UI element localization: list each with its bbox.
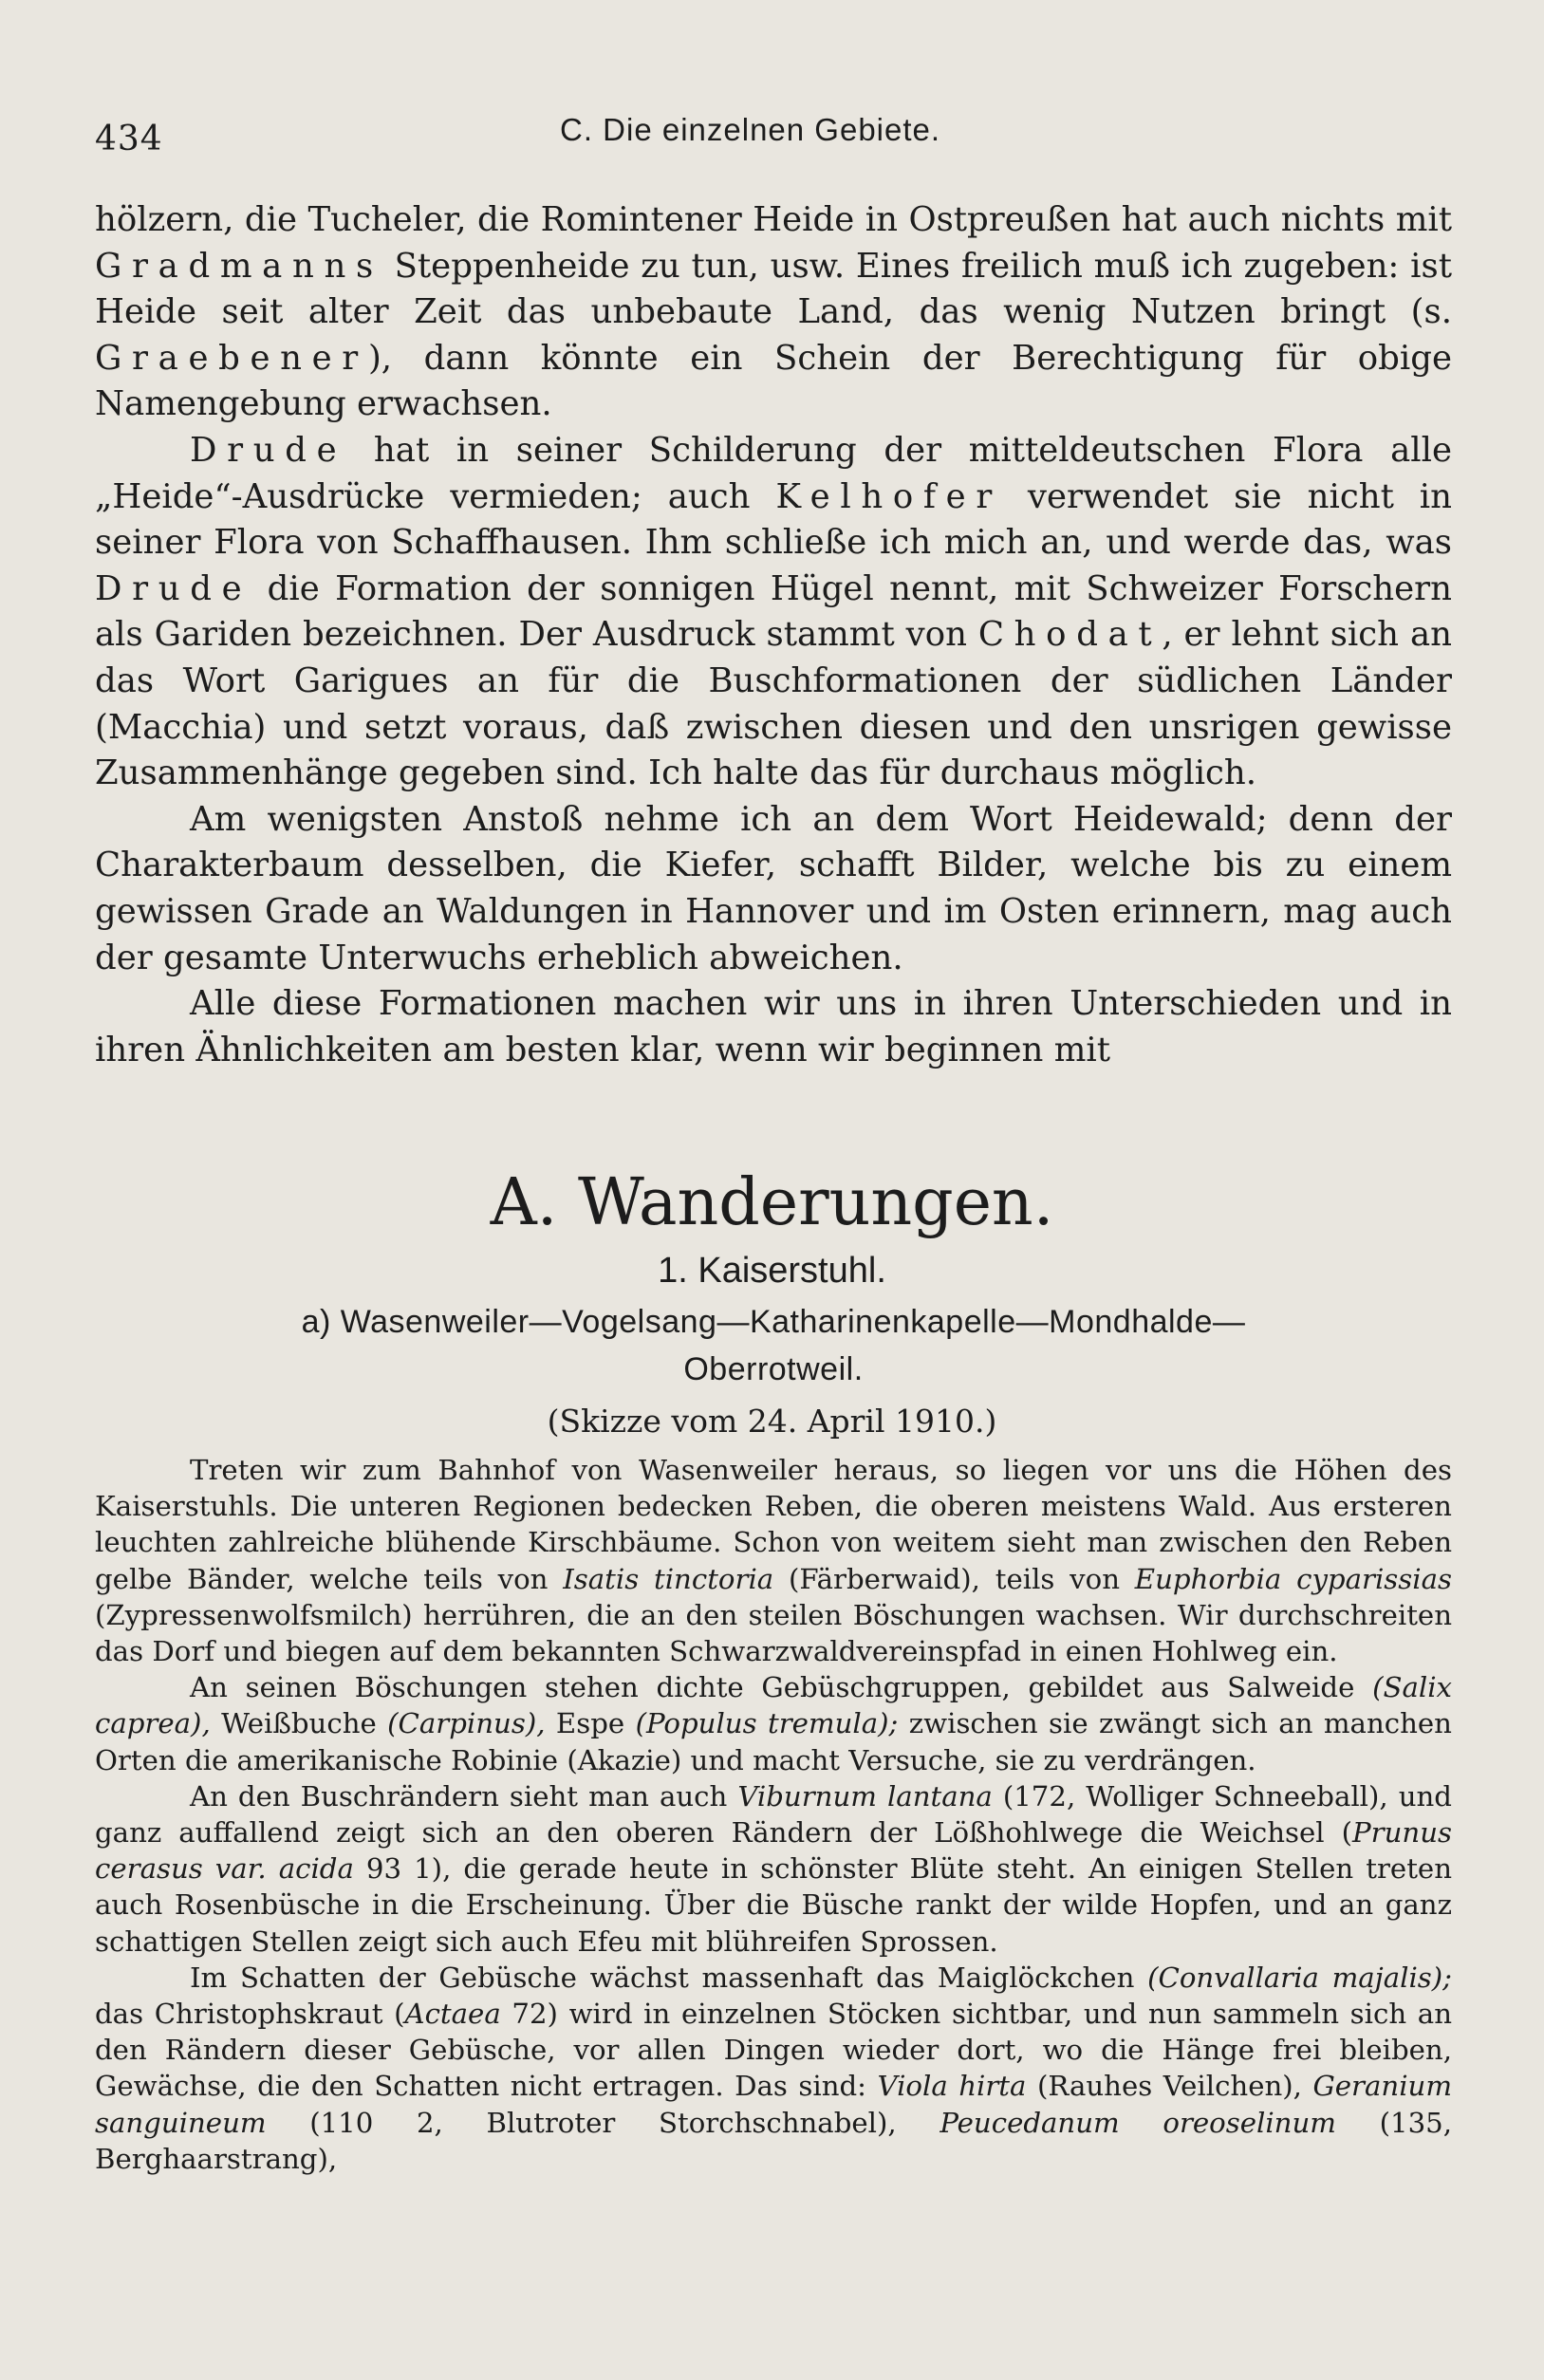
species-name: Viburnum lantana [737, 1779, 993, 1813]
text-run: , er lehnt sich an das Wort Garigues an für die Buschformationen der südlichen Länder (Macchia) und setzt voraus, daß zwischen diesen und den unsrigen gewisse Zusammenhänge gegeben sind. Ich halte das für durchaus möglich. [95, 615, 1452, 793]
species-name: Viola hirta [877, 2070, 1027, 2103]
excursion-paragraph-3 [95, 1778, 1452, 1960]
intro-paragraph-1 [95, 197, 1452, 428]
species-name: Geranium sanguineum [95, 2070, 1453, 2139]
text-run: hat in seiner Schilderung der mitteldeutschen Flora alle „Heide“-Ausdrücke vermieden; auch [95, 430, 1452, 516]
species-name: (Populus tremula); [635, 1707, 899, 1740]
text-run: die Formation der sonnigen Hügel nennt, mit Schweizer Forschern als Gariden bezeichnen. Der Ausdruck stammt von [95, 568, 1452, 655]
text-run: ), dann könnte ein Schein der Berechtigung für obige Namengebung erwachsen. [95, 338, 1452, 424]
text-run: (Färberwaid), teils von [773, 1562, 1135, 1595]
text-run: (Rauhes Veilchen), [1026, 2070, 1313, 2103]
spaced-author-name: Chodat [977, 615, 1163, 655]
running-head-title: C. Die einzelnen Gebiete. [560, 112, 941, 147]
text-run: (135, Berghaarstrang), [95, 2106, 1453, 2175]
text-run: (172, Wolliger Schneeball), und ganz auffallend zeigt sich an den oberen Rändern der Lößhohlwege die Weichsel ( [95, 1779, 1452, 1850]
intro-paragraph-2 [95, 428, 1452, 797]
species-name: Isatis tinctoria [563, 1562, 774, 1595]
intro-paragraph-3: Am wenigsten Anstoß nehme ich an dem Wort Heidewald; denn der Charakterbaum desselben, die Kiefer, schafft Bilder, welche bis zu einem gewissen Grade an Waldungen in Hannover und im Osten erinnern, mag auch der gesamte Unterwuchs erheblich abweichen. [95, 799, 1452, 977]
route-title-line-1: a) Wasenweiler—Vogelsang—Katharinenkapelle—Mondhalde— [301, 1304, 1246, 1340]
species-name: (Convallaria majalis); [1147, 1961, 1452, 1994]
text-run: Espe [545, 1707, 636, 1740]
spaced-author-name: Drude [190, 430, 347, 470]
text-run: zwischen sie zwängt sich an manchen Orten die amerikanische Robinie (Akazie) und macht Versuche, sie zu verdrängen. [95, 1707, 1452, 1776]
excursion-paragraph-1 [95, 1452, 1452, 1669]
chapter-title: A. Wanderungen. [490, 1165, 1054, 1240]
text-run: 72) wird in einzelnen Stöcken sichtbar, und nun sammeln sich an den Rändern dieser Gebüsche, vor allen Dingen wieder dort, wo die Hänge frei bleiben, Gewächse, die den Schatten nicht ertragen. Das sind: [95, 1998, 1452, 2103]
spaced-author-name: Drude [95, 568, 252, 608]
spaced-author-name: Gradmanns [95, 246, 383, 286]
text-run: (Zypressenwolfsmilch) herrühren, die an den steilen Böschungen wachsen. Wir durchschreiten das Dorf und biegen auf dem bekannten Schwarzwaldvereinspfad in einen Hohlweg ein. [95, 1598, 1452, 1668]
species-name: Prunus cerasus var. acida [95, 1816, 1452, 1886]
species-name: (Salix caprea), [95, 1671, 1452, 1740]
page-number: 434 [95, 120, 163, 158]
route-title-line-2: Oberrotweil. [683, 1351, 864, 1387]
excursion-paragraph-2 [95, 1669, 1452, 1778]
text-run: Steppenheide zu tun, usw. Eines freilich muß ich zugeben: ist Heide seit alter Zeit das unbebaute Land, das wenig Nutzen bringt (s. [95, 246, 1452, 332]
spaced-author-name: Graebener [95, 338, 368, 378]
species-name: Actaea [404, 1998, 501, 2031]
text-run: Im Schatten der Gebüsche wächst massenhaft das Maiglöckchen [190, 1961, 1148, 1994]
species-name: (Carpinus), [387, 1707, 546, 1740]
running-head [95, 112, 1461, 169]
text-run: An seinen Böschungen stehen dichte Gebüschgruppen, gebildet aus Salweide [190, 1671, 1373, 1704]
text-run: hölzern, die Tucheler, die Romintener Heide in Ostpreußen hat auch nichts mit [95, 200, 1452, 239]
text-run: Treten wir zum Bahnhof von Wasenweiler heraus, so liegen vor uns die Höhen des Kaiserstuhls. Die unteren Regionen bedecken Reben, die oberen meistens Wald. Aus ersteren leuchten zahlreiche blühende Kirschbäume. Schon von weitem sieht man zwischen den Reben gelbe Bänder, welche teils von [95, 1454, 1452, 1595]
section-title: 1. Kaiserstuhl. [658, 1251, 886, 1291]
sketch-date: (Skizze vom 24. April 1910.) [547, 1403, 997, 1440]
text-run: Weißbuche [210, 1707, 388, 1740]
route-title [152, 1298, 1395, 1393]
intro-text [95, 197, 1452, 1073]
text-run: 93 1), die gerade heute in schönster Blüte steht. An einigen Stellen treten auch Rosenbüsche in die Erscheinung. Über die Büsche rankt der wilde Hopfen, und an ganz schattigen Stellen zeigt sich auch Efeu mit blühreifen Sprossen. [95, 1852, 1452, 1958]
text-run: (110 2, Blutroter Storchschnabel), [266, 2106, 940, 2139]
intro-paragraph-4: Alle diese Formationen machen wir uns in ihren Unterschieden und in ihren Ähnlichkeiten am besten klar, wenn wir beginnen mit [95, 984, 1452, 1069]
spaced-author-name: Kelhofer [775, 476, 1002, 516]
species-name: Euphorbia cyparissias [1134, 1562, 1452, 1595]
text-run: An den Buschrändern sieht man auch [190, 1779, 738, 1813]
excursion-paragraph-4 [95, 1960, 1452, 2177]
text-run: das Christophskraut ( [95, 1998, 405, 2031]
species-name: Peucedanum oreoselinum [939, 2106, 1336, 2139]
text-run: verwendet sie nicht in seiner Flora von Schaffhausen. Ihm schließe ich mich an, und werde das, was [95, 476, 1452, 563]
excursion-text [95, 1452, 1452, 2177]
